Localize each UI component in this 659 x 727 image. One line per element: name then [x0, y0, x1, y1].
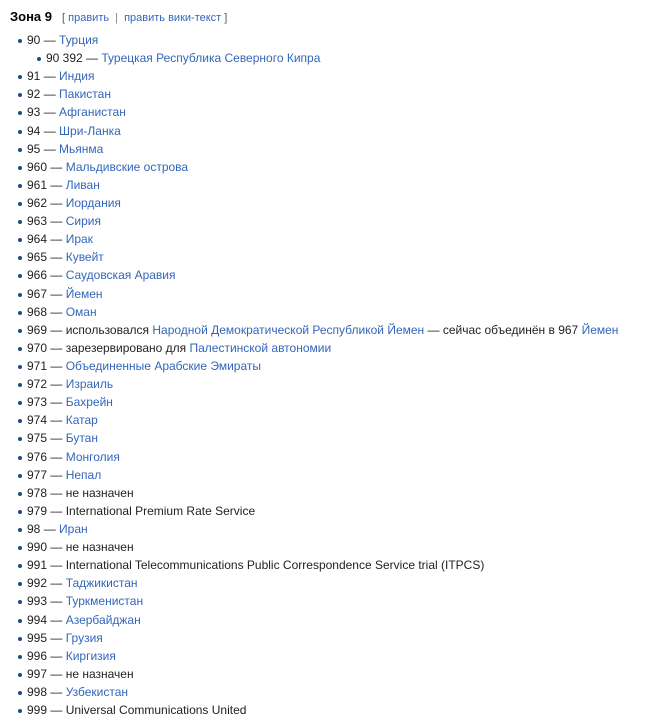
- dash-separator: —: [47, 467, 66, 482]
- bracket-open: [: [62, 12, 66, 24]
- dial-code: 960: [27, 159, 48, 174]
- dial-code: 95: [27, 141, 41, 156]
- entry-text: не назначен: [65, 485, 134, 500]
- dial-code: 990: [27, 540, 48, 555]
- dash-separator: —: [40, 87, 60, 102]
- list-item: [0, 448, 618, 466]
- list-item: [0, 248, 618, 266]
- list-item: [0, 665, 618, 683]
- dial-code: 991: [27, 558, 48, 573]
- dial-code: 92: [27, 87, 41, 102]
- dash-separator: —: [47, 177, 66, 192]
- country-link[interactable]: Народной Демократической Республикой Йемен: [152, 322, 425, 337]
- country-link[interactable]: Сирия: [65, 214, 101, 229]
- list-item: [0, 194, 618, 212]
- bullet-icon: [18, 709, 22, 713]
- dial-code: 963: [27, 214, 48, 229]
- entry-text: использовался: [65, 322, 153, 337]
- list-item: [0, 140, 618, 158]
- entry-text: Universal Communications United: [65, 703, 247, 718]
- dash-separator: —: [47, 648, 66, 663]
- dial-code: 90: [27, 33, 41, 47]
- country-link[interactable]: Оман: [65, 304, 97, 319]
- list-item: [0, 31, 618, 49]
- entry-text: зарезервировано для: [65, 340, 190, 355]
- bullet-icon: [37, 57, 41, 61]
- list-item: [0, 538, 618, 556]
- list-item: [0, 103, 618, 121]
- country-link[interactable]: Кувейт: [65, 250, 104, 265]
- list-item: [0, 375, 618, 393]
- country-link[interactable]: Монголия: [65, 449, 120, 464]
- list-item: [0, 611, 618, 629]
- dash-separator: —: [47, 703, 66, 718]
- list-item: [0, 339, 618, 357]
- dial-code: 978: [27, 485, 48, 500]
- country-link[interactable]: Ирак: [65, 232, 93, 247]
- entry-text: — сейчас объединён в 967: [424, 322, 582, 337]
- dash-separator: —: [47, 503, 66, 518]
- country-link[interactable]: Шри-Ланка: [59, 123, 121, 138]
- dial-code: 999: [27, 703, 48, 718]
- country-link[interactable]: Саудовская Аравия: [65, 268, 176, 283]
- list-item: [0, 484, 618, 502]
- list-item: [0, 556, 618, 574]
- country-link[interactable]: Катар: [65, 413, 98, 428]
- dial-code: 995: [27, 630, 48, 645]
- dial-code: 997: [27, 666, 48, 681]
- country-link[interactable]: Индия: [59, 69, 95, 84]
- list-item: [0, 701, 618, 719]
- bullet-icon: [18, 311, 22, 315]
- dash-separator: —: [47, 395, 66, 410]
- dial-code: 993: [27, 594, 48, 609]
- bullet-icon: [18, 691, 22, 695]
- bullet-icon: [18, 130, 22, 134]
- dash-separator: —: [40, 33, 60, 47]
- list-item: [0, 212, 618, 230]
- dash-separator: —: [47, 431, 66, 446]
- bullet-icon: [18, 256, 22, 260]
- bullet-icon: [18, 510, 22, 514]
- dash-separator: —: [47, 413, 66, 428]
- dash-separator: —: [40, 105, 60, 120]
- dial-code: 973: [27, 395, 48, 410]
- bullet-icon: [18, 93, 22, 97]
- dial-code: 976: [27, 449, 48, 464]
- bullet-icon: [18, 111, 22, 115]
- list-item: [0, 321, 618, 339]
- dash-separator: —: [47, 540, 66, 555]
- bullet-icon: [18, 546, 22, 550]
- country-link[interactable]: Туркменистан: [65, 594, 144, 609]
- dial-code: 994: [27, 612, 48, 627]
- section-heading: [10, 9, 227, 24]
- dash-separator: —: [47, 232, 66, 247]
- bullet-icon: [18, 401, 22, 405]
- list-item: [0, 122, 618, 140]
- dash-separator: —: [47, 322, 66, 337]
- edit-source-link[interactable]: править вики-текст: [124, 12, 222, 24]
- bullet-icon: [18, 274, 22, 278]
- dial-code: 94: [27, 123, 41, 138]
- bullet-icon: [18, 456, 22, 460]
- country-link[interactable]: Мальдивские острова: [65, 159, 189, 174]
- entry-text: не назначен: [65, 540, 134, 555]
- entry-text: International Telecommunications Public Correspondence Service trial (ITPCS): [65, 558, 485, 573]
- edit-section-links: [62, 12, 227, 24]
- list-item: [0, 411, 618, 429]
- list-item: [0, 393, 618, 411]
- list-item: [0, 683, 618, 701]
- list-item: [0, 158, 618, 176]
- dial-code: 998: [27, 684, 48, 699]
- bullet-icon: [18, 564, 22, 568]
- country-link[interactable]: Палестинской автономии: [189, 340, 332, 355]
- dial-code: 970: [27, 340, 48, 355]
- dial-code: 975: [27, 431, 48, 446]
- dial-code: 90 392: [46, 51, 83, 66]
- country-link[interactable]: Йемен: [65, 286, 103, 301]
- bullet-icon: [18, 202, 22, 206]
- bullet-icon: [18, 474, 22, 478]
- bullet-icon: [18, 39, 22, 43]
- bullet-icon: [18, 184, 22, 188]
- bullet-icon: [18, 166, 22, 170]
- country-link[interactable]: Иран: [59, 521, 88, 536]
- country-link[interactable]: Объединенные Арабские Эмираты: [65, 358, 262, 373]
- dash-separator: —: [47, 358, 66, 373]
- bullet-icon: [18, 582, 22, 586]
- bullet-icon: [18, 419, 22, 423]
- dial-code: 977: [27, 467, 48, 482]
- dial-code: 971: [27, 358, 48, 373]
- country-link[interactable]: Мьянма: [59, 141, 104, 156]
- bullet-icon: [18, 238, 22, 242]
- country-link[interactable]: Ливан: [65, 177, 100, 192]
- dash-separator: —: [47, 612, 66, 627]
- dash-separator: —: [47, 268, 66, 283]
- entry-text: не назначен: [65, 666, 134, 681]
- dial-code: 91: [27, 69, 41, 84]
- country-link[interactable]: Киргизия: [65, 648, 116, 663]
- list-item: [0, 629, 618, 647]
- dash-separator: —: [47, 195, 66, 210]
- country-link[interactable]: Афганистан: [59, 105, 126, 120]
- sub-list-item: [0, 49, 618, 67]
- bullet-icon: [18, 528, 22, 532]
- dash-separator: —: [47, 558, 66, 573]
- country-link[interactable]: Узбекистан: [65, 684, 129, 699]
- list-item: [0, 67, 618, 85]
- bullet-icon: [18, 220, 22, 224]
- bullet-icon: [18, 75, 22, 79]
- list-item: [0, 466, 618, 484]
- country-link[interactable]: Таджикистан: [65, 576, 138, 591]
- edit-link[interactable]: править: [68, 12, 110, 24]
- bracket-close: ]: [224, 12, 228, 24]
- dial-code: 965: [27, 250, 48, 265]
- country-link[interactable]: Непал: [65, 467, 102, 482]
- dial-code: 992: [27, 576, 48, 591]
- list-item: [0, 647, 618, 665]
- dash-separator: —: [40, 521, 60, 536]
- dash-separator: —: [47, 377, 66, 392]
- list-item: [0, 85, 618, 103]
- dial-code: 93: [27, 105, 41, 120]
- list-item: [0, 429, 618, 447]
- bullet-icon: [18, 673, 22, 677]
- country-link[interactable]: Турецкая Республика Северного Кипра: [101, 51, 321, 66]
- dial-code: 968: [27, 304, 48, 319]
- list-item: [0, 266, 618, 284]
- country-link[interactable]: Грузия: [65, 630, 103, 645]
- country-link[interactable]: Йемен: [581, 322, 619, 337]
- dash-separator: —: [47, 340, 66, 355]
- dial-code: 961: [27, 177, 48, 192]
- country-link[interactable]: Бахрейн: [65, 395, 113, 410]
- list-item: [0, 285, 618, 303]
- country-link[interactable]: Израиль: [65, 377, 114, 392]
- bullet-icon: [18, 148, 22, 152]
- bullet-icon: [18, 492, 22, 496]
- bullet-icon: [18, 383, 22, 387]
- dash-separator: —: [47, 630, 66, 645]
- dash-separator: —: [47, 485, 66, 500]
- dial-code: 967: [27, 286, 48, 301]
- list-item: [0, 502, 618, 520]
- dash-separator: —: [47, 304, 66, 319]
- country-link[interactable]: Турция: [59, 33, 99, 47]
- list-item: [0, 357, 618, 375]
- dash-separator: —: [47, 449, 66, 464]
- country-link[interactable]: Азербайджан: [65, 612, 141, 627]
- dash-separator: —: [82, 51, 102, 66]
- dial-code: 98: [27, 521, 41, 536]
- dial-code: 979: [27, 503, 48, 518]
- dash-separator: —: [47, 214, 66, 229]
- bullet-icon: [18, 437, 22, 441]
- list-item: [0, 520, 618, 538]
- dial-code: 974: [27, 413, 48, 428]
- bullet-icon: [18, 329, 22, 333]
- dash-separator: —: [40, 123, 60, 138]
- dash-separator: —: [47, 250, 66, 265]
- list-item: [0, 574, 618, 592]
- list-item: [0, 303, 618, 321]
- bullet-icon: [18, 293, 22, 297]
- list-item: [0, 592, 618, 610]
- country-link[interactable]: Бутан: [65, 431, 98, 446]
- bullet-icon: [18, 637, 22, 641]
- dash-separator: —: [40, 69, 60, 84]
- country-code-list: [0, 31, 618, 719]
- bullet-icon: [18, 655, 22, 659]
- dash-separator: —: [47, 576, 66, 591]
- dash-separator: —: [47, 594, 66, 609]
- country-link[interactable]: Иордания: [65, 195, 121, 210]
- dial-code: 972: [27, 377, 48, 392]
- dash-separator: —: [40, 141, 60, 156]
- bullet-icon: [18, 600, 22, 604]
- list-item: [0, 176, 618, 194]
- bullet-icon: [18, 347, 22, 351]
- dial-code: 969: [27, 322, 48, 337]
- section-title: Зона 9: [10, 9, 53, 24]
- edit-separator: |: [115, 12, 119, 24]
- dial-code: 966: [27, 268, 48, 283]
- country-link[interactable]: Пакистан: [59, 87, 111, 102]
- dial-code: 964: [27, 232, 48, 247]
- bullet-icon: [18, 365, 22, 369]
- dial-code: 962: [27, 195, 48, 210]
- dash-separator: —: [47, 666, 66, 681]
- dash-separator: —: [47, 286, 66, 301]
- entry-text: International Premium Rate Service: [65, 503, 256, 518]
- dash-separator: —: [47, 684, 66, 699]
- list-item: [0, 230, 618, 248]
- dial-code: 996: [27, 648, 48, 663]
- bullet-icon: [18, 619, 22, 623]
- dash-separator: —: [47, 159, 66, 174]
